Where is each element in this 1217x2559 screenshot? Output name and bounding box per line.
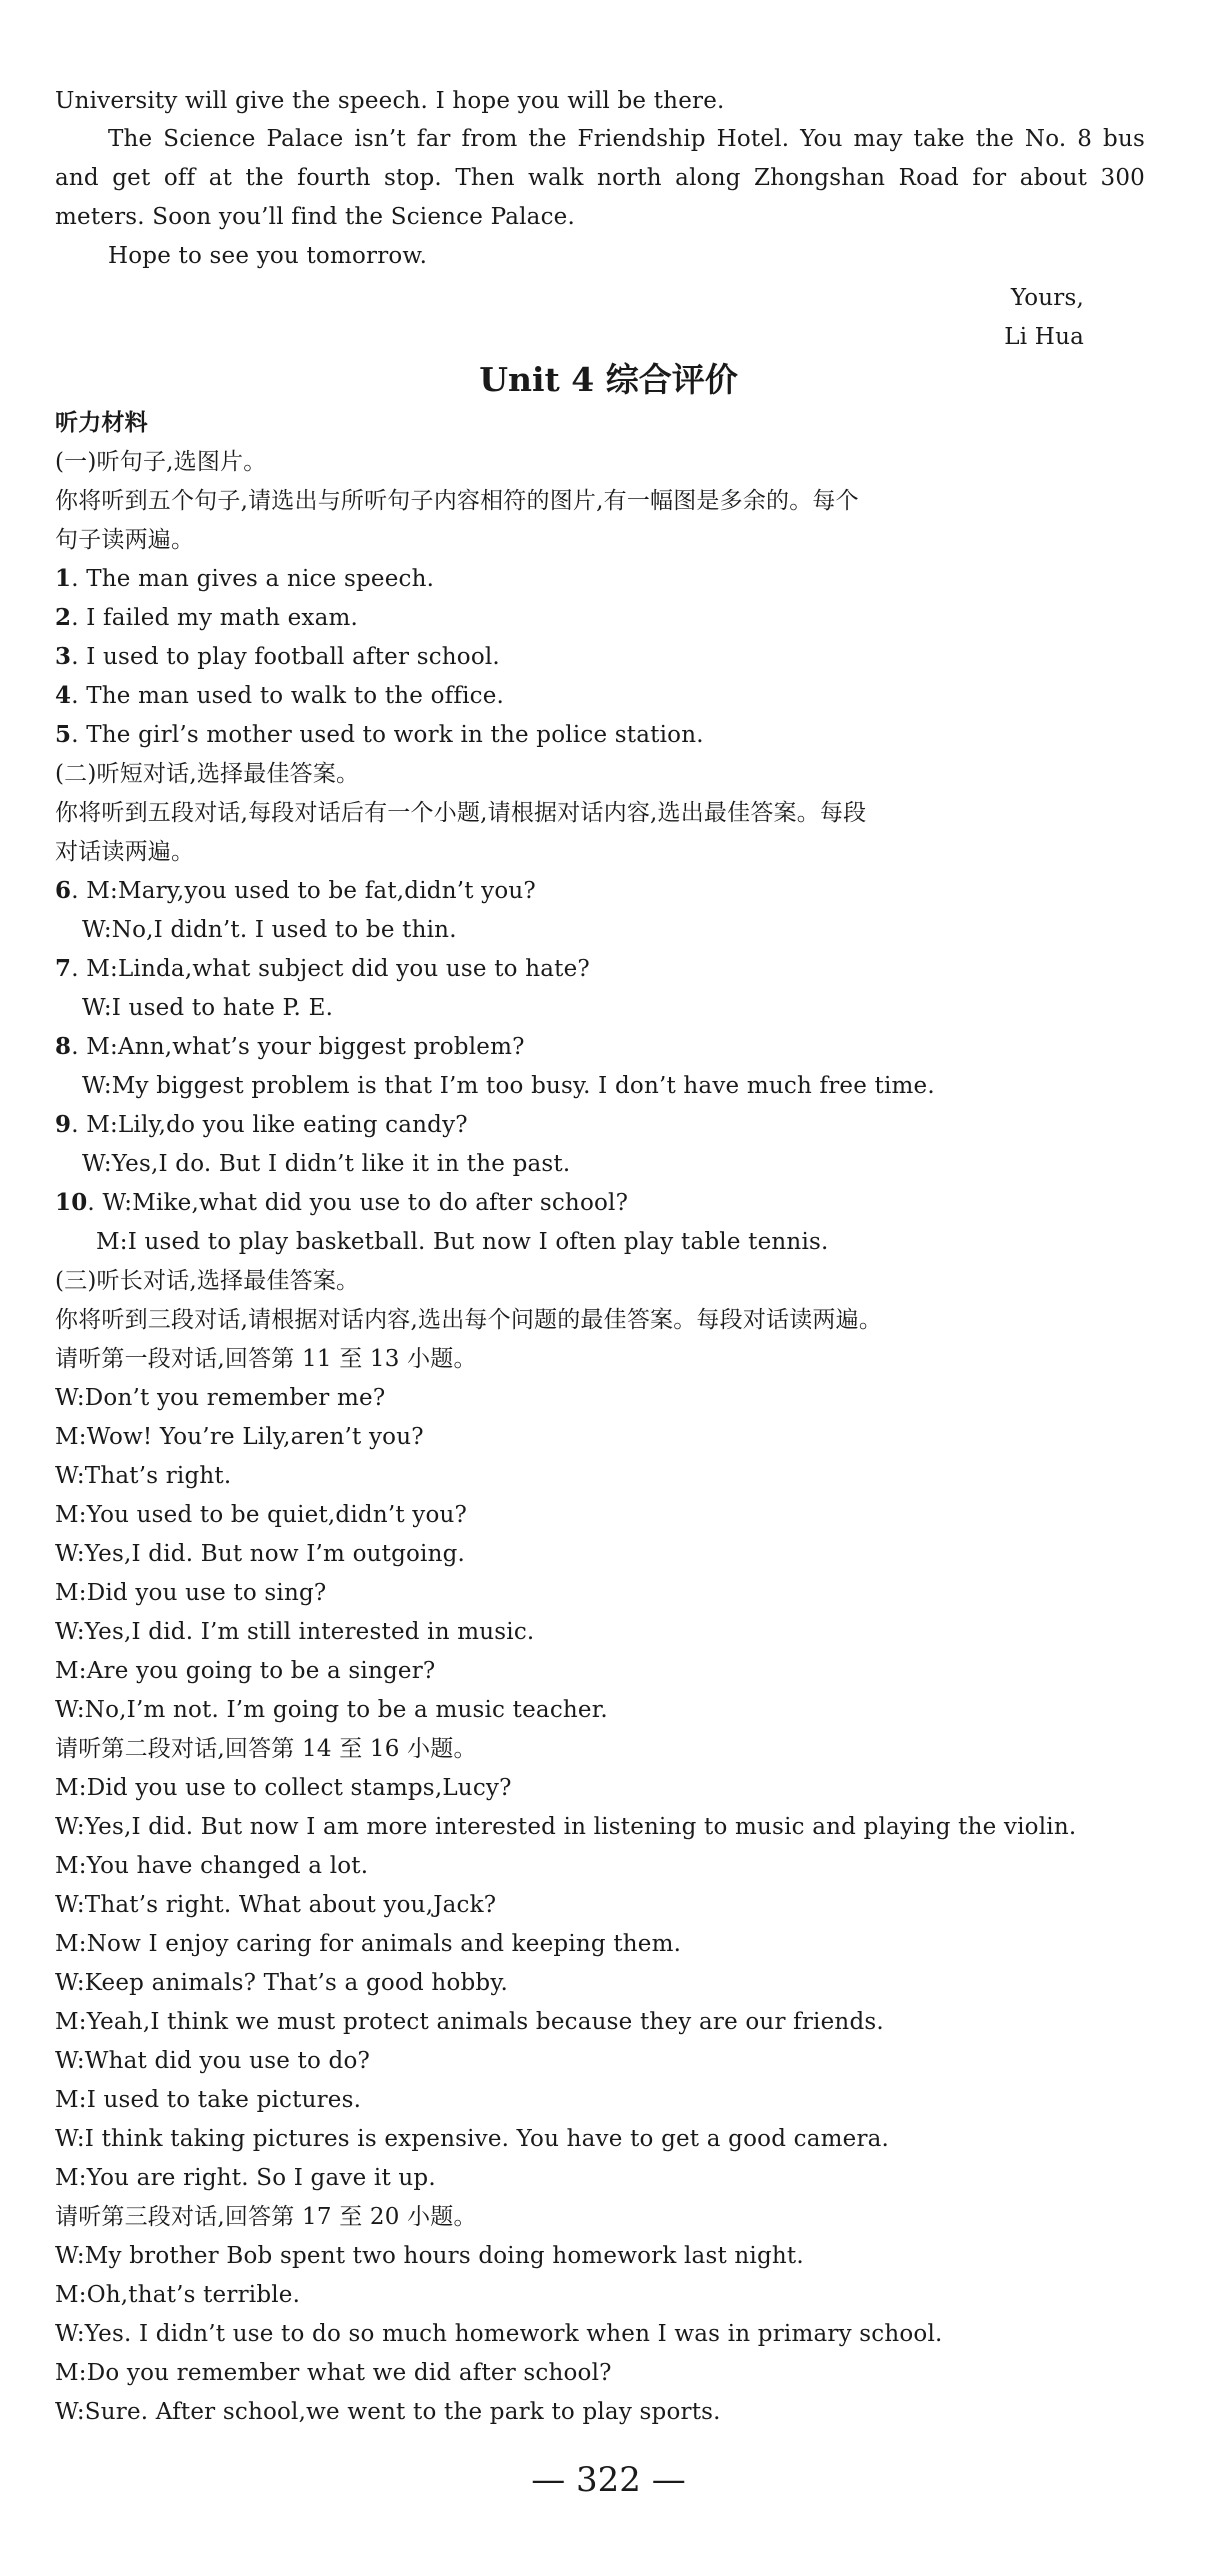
dialogue-intro: 请听第三段对话,回答第 17 至 20 小题。: [55, 2204, 477, 2230]
item-number: 7: [55, 955, 72, 982]
dialogue-line: M:Wow! You’re Lily,aren’t you?: [55, 1424, 424, 1450]
list-item: [55, 564, 434, 594]
item-number: 4: [55, 682, 72, 709]
dialogue-line: W:What did you use to do?: [55, 2048, 371, 2074]
item-text: . The man gives a nice speech.: [71, 566, 435, 592]
unit-title: Unit 4 综合评价: [479, 360, 738, 399]
dialogue-line: [55, 1110, 468, 1140]
item-text: . W:Mike,what did you use to do after school?: [87, 1190, 629, 1216]
item-number: 3: [55, 643, 72, 670]
item-text: . The man used to walk to the office.: [71, 683, 505, 709]
dialogue-line: W:I think taking pictures is expensive. You have to get a good camera.: [55, 2126, 890, 2152]
part-instruction: 你将听到三段对话,请根据对话内容,选出每个问题的最佳答案。每段对话读两遍。: [55, 1307, 883, 1333]
list-item: [55, 642, 500, 672]
dialogue-line: W:Yes,I do. But I didn’t like it in the past.: [82, 1151, 571, 1177]
dialogue-line: W:No,I didn’t. I used to be thin.: [82, 917, 457, 943]
item-number: 8: [55, 1033, 72, 1060]
dialogue-line: W:No,I’m not. I’m going to be a music teacher.: [55, 1697, 608, 1723]
dialogue-line: W:Yes. I didn’t use to do so much homework when I was in primary school.: [55, 2321, 943, 2347]
letter-line: meters. Soon you’ll find the Science Palace.: [55, 204, 575, 230]
item-number: 2: [55, 604, 72, 631]
item-text: . I used to play football after school.: [71, 644, 500, 670]
dialogue-line: W:Yes,I did. But now I am more interested in listening to music and playing the violin.: [55, 1814, 1077, 1840]
item-number: 10: [55, 1189, 88, 1216]
part-instruction: 你将听到五段对话,每段对话后有一个小题,请根据对话内容,选出最佳答案。每段: [55, 800, 867, 826]
item-text: . M:Ann,what’s your biggest problem?: [71, 1034, 525, 1060]
dialogue-line: W:My biggest problem is that I’m too busy. I don’t have much free time.: [82, 1073, 935, 1099]
letter-line: University will give the speech. I hope you will be there.: [55, 88, 725, 114]
dialogue-intro: 请听第二段对话,回答第 14 至 16 小题。: [55, 1736, 477, 1762]
dialogue-line: W:Sure. After school,we went to the park to play sports.: [55, 2399, 721, 2425]
dialogue-line: W:Don’t you remember me?: [55, 1385, 386, 1411]
item-number: 9: [55, 1111, 72, 1138]
item-text: . The girl’s mother used to work in the police station.: [71, 722, 704, 748]
item-number: 5: [55, 721, 72, 748]
dialogue-line: M:Are you going to be a singer?: [55, 1658, 436, 1684]
dialogue-line: M:Do you remember what we did after school?: [55, 2360, 612, 2386]
dialogue-line: M:You used to be quiet,didn’t you?: [55, 1502, 468, 1528]
list-item: [55, 603, 358, 633]
dialogue-line: [55, 1032, 525, 1062]
dialogue-line: M:Did you use to sing?: [55, 1580, 327, 1606]
dialogue-line: [55, 1188, 628, 1218]
letter-line: Hope to see you tomorrow.: [108, 243, 428, 269]
dialogue-line: W:My brother Bob spent two hours doing homework last night.: [55, 2243, 804, 2269]
part-heading: (一)听句子,选图片。: [55, 449, 267, 475]
item-number: 1: [55, 565, 72, 592]
dialogue-line: M:You have changed a lot.: [55, 1853, 369, 1879]
part-heading: (三)听长对话,选择最佳答案。: [55, 1268, 360, 1294]
part-instruction: 你将听到五个句子,请选出与所听句子内容相符的图片,有一幅图是多余的。每个: [55, 488, 859, 514]
dialogue-line: W:That’s right.: [55, 1463, 232, 1489]
part-instruction: 对话读两遍。: [55, 839, 195, 865]
page-number: — 322 —: [531, 2460, 686, 2500]
item-text: . M:Linda,what subject did you use to hate?: [71, 956, 590, 982]
dialogue-line: M:Oh,that’s terrible.: [55, 2282, 301, 2308]
dialogue-line: M:I used to take pictures.: [55, 2087, 362, 2113]
item-number: 6: [55, 877, 72, 904]
part-heading: (二)听短对话,选择最佳答案。: [55, 761, 360, 787]
dialogue-line: W:Yes,I did. I’m still interested in music.: [55, 1619, 535, 1645]
dialogue-line: W:That’s right. What about you,Jack?: [55, 1892, 497, 1918]
letter-signature: Li Hua: [1004, 324, 1084, 350]
list-item: [55, 681, 504, 711]
item-text: . M:Lily,do you like eating candy?: [71, 1112, 468, 1138]
dialogue-line: M:Now I enjoy caring for animals and keeping them.: [55, 1931, 682, 1957]
dialogue-line: M:Yeah,I think we must protect animals because they are our friends.: [55, 2009, 884, 2035]
dialogue-line: W:I used to hate P. E.: [82, 995, 334, 1021]
dialogue-line: [55, 954, 590, 984]
list-item: [55, 720, 704, 750]
dialogue-line: [55, 876, 536, 906]
item-text: . I failed my math exam.: [71, 605, 359, 631]
dialogue-line: W:Yes,I did. But now I’m outgoing.: [55, 1541, 466, 1567]
letter-closing: Yours,: [1010, 285, 1084, 311]
item-text: . M:Mary,you used to be fat,didn’t you?: [71, 878, 536, 904]
letter-line: and get off at the fourth stop. Then walk north along Zhongshan Road for about 300: [55, 165, 1145, 191]
dialogue-line: M:You are right. So I gave it up.: [55, 2165, 436, 2191]
section-heading: 听力材料: [55, 409, 148, 436]
dialogue-line: W:Keep animals? That’s a good hobby.: [55, 1970, 508, 1996]
dialogue-line: M:I used to play basketball. But now I often play table tennis.: [96, 1229, 829, 1255]
dialogue-line: M:Did you use to collect stamps,Lucy?: [55, 1775, 512, 1801]
letter-line: The Science Palace isn’t far from the Friendship Hotel. You may take the No. 8 bus: [108, 126, 1145, 152]
part-instruction: 句子读两遍。: [55, 527, 195, 553]
dialogue-intro: 请听第一段对话,回答第 11 至 13 小题。: [55, 1346, 477, 1372]
